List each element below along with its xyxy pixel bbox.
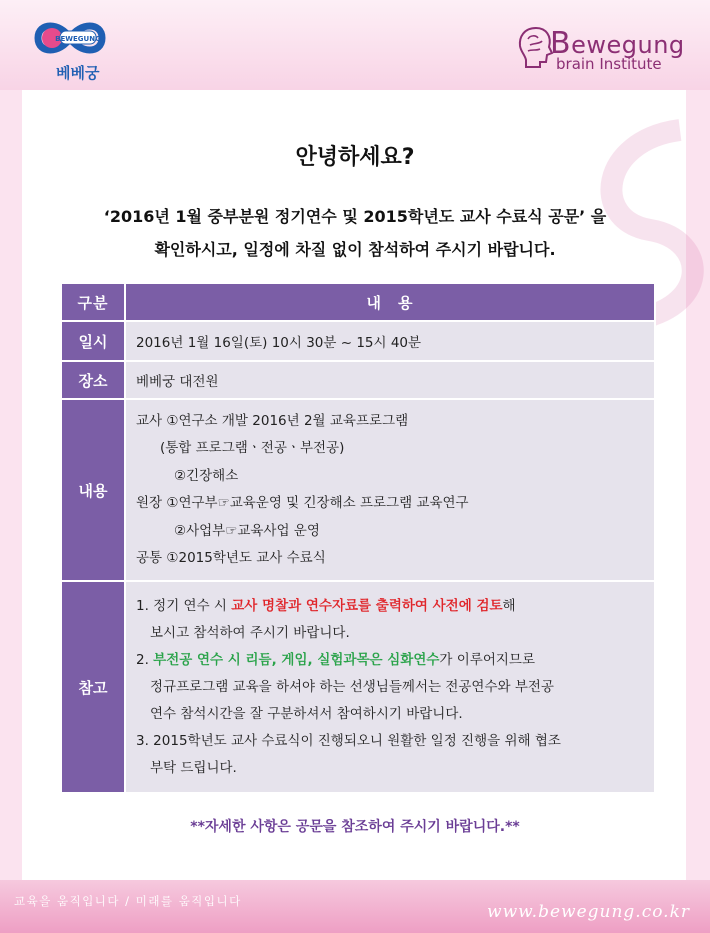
- note-3-cont: 부탁 드립니다.: [150, 759, 237, 776]
- date-label: 일시: [61, 321, 125, 361]
- content-label: 내용: [61, 399, 125, 581]
- note-2-cont: 연수 참석시간을 잘 구분하셔서 참여하시기 바랍니다.: [150, 705, 463, 722]
- content-line: 공통 ①2015학년도 교사 수료식: [136, 550, 326, 566]
- intro-line-1: ‘2016년 1월 중부분원 정기연수 및 2015학년도 교사 수료식 공문’ 을: [103, 207, 607, 226]
- content-line: ②긴장해소: [174, 467, 239, 484]
- note-highlight-red: 교사 명찰과 연수자료를 출력하여 사전에 검토: [231, 597, 503, 614]
- note-highlight-green: 부전공 연수 시 리듬, 게임, 실험과목은 심화연수: [153, 651, 440, 668]
- table-header-row: [61, 283, 655, 321]
- date-value: 2016년 1월 16일(토) 10시 30분 ~ 15시 40분: [125, 321, 655, 361]
- brand-initial: B: [550, 26, 572, 61]
- table-row-place: [61, 361, 655, 399]
- schedule-table: [60, 282, 656, 794]
- note-2-cont: 정규프로그램 교육을 하셔야 하는 선생님들께서는 전공연수와 부전공: [150, 678, 554, 695]
- content-line: ②사업부☞교육사업 운영: [174, 522, 320, 539]
- note-text: 2.: [136, 651, 154, 668]
- website-link[interactable]: www.bewegung.co.kr: [487, 902, 690, 922]
- brand-word: ewegung: [571, 31, 685, 59]
- infinity-logo-icon: [30, 16, 110, 60]
- content-value: [125, 399, 655, 581]
- note-1-cont: 보시고 참석하여 주시기 바랍니다.: [150, 624, 350, 641]
- header-category: 구분: [61, 283, 125, 321]
- note-1: [136, 593, 644, 620]
- intro-paragraph: [40, 200, 670, 266]
- footnote-text: **자세한 사항은 공문을 참조하여 주시기 바랍니다.**: [190, 819, 520, 835]
- place-label: 장소: [61, 361, 125, 399]
- note-text: 해: [502, 597, 516, 614]
- greeting-heading: 안녕하세요?: [295, 145, 415, 170]
- note-2: [136, 647, 644, 674]
- note-text: 1. 정기 연수 시: [136, 597, 232, 614]
- brand-subtitle: brain Institute: [556, 55, 662, 73]
- content-line: 원장 ①연구부☞교육운영 및 긴장해소 프로그램 교육연구: [136, 495, 469, 511]
- footer-slogan: 교육을 움직입니다 / 미래를 움직입니다: [14, 894, 242, 908]
- table-row-notes: [61, 581, 655, 793]
- intro-line-2: 확인하시고, 일정에 차질 없이 참석하여 주시기 바랍니다.: [154, 240, 556, 259]
- logo-korean-text: 베베궁: [56, 64, 100, 82]
- content-line: 교사 ①연구소 개발 2016년 2월 교육프로그램: [136, 412, 409, 429]
- place-value: 베베궁 대전원: [125, 361, 655, 399]
- table-row-content: [61, 399, 655, 581]
- table-row-date: [61, 321, 655, 361]
- notes-label: 참고: [61, 581, 125, 793]
- note-3: 3. 2015학년도 교사 수료식이 진행되오니 원활한 일정 진행을 위해 협조: [136, 732, 561, 749]
- content-line: (통합 프로그램ㆍ전공ㆍ부전공): [160, 440, 345, 456]
- logo-badge-text: BEWEGUNG: [55, 35, 101, 43]
- notes-value: [125, 581, 655, 793]
- note-text: 가 이루어지므로: [439, 651, 535, 668]
- header-content: 내 용: [125, 283, 655, 321]
- bebegung-logo: [26, 14, 116, 80]
- bewegung-brain-institute-logo: [516, 22, 686, 78]
